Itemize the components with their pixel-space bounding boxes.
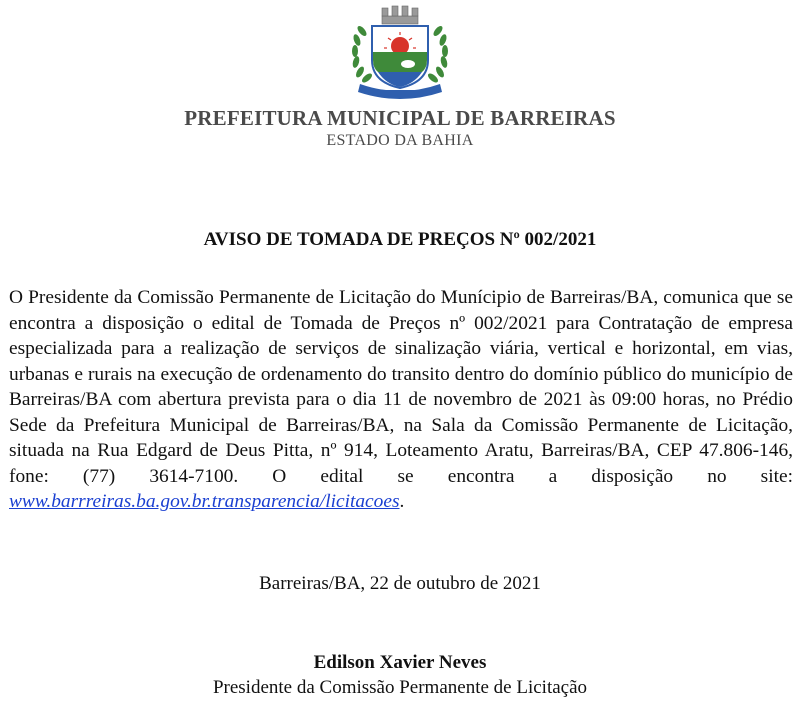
notice-body-end: .	[399, 491, 405, 512]
signer-name: Edilson Xavier Neves	[313, 652, 487, 673]
notice-body	[9, 285, 793, 515]
place-date: Barreiras/BA, 22 de outubro de 2021	[259, 573, 541, 594]
org-state: ESTADO DA BAHIA	[326, 132, 474, 149]
licitacoes-link[interactable]: www.barrreiras.ba.gov.br.transparencia/licitacoes	[9, 491, 400, 512]
signer-role: Presidente da Comissão Permanente de Licitação	[212, 677, 588, 698]
notice-title: AVISO DE TOMADA DE PREÇOS Nº 002/2021	[203, 229, 597, 250]
org-name: PREFEITURA MUNICIPAL DE BARREIRAS	[184, 106, 616, 130]
notice-body-text: O Presidente da Comissão Permanente de Licitação do Munícipio de Barreiras/BA, comunica que se encontra a disposição o edital de Tomada de Preços nº 002/2021 para Contratação de empresa especializada para a realização de serviços de sinalização viária, vertical e horizontal, em vias, urbanas e rurais na execução de ordenamento do transito dentro do domínio público do município de Barreiras/BA com abertura prevista para o dia 11 de novembro de 2021 às 09:00 horas, no Prédio Sede da Prefeitura Municipal de Barreiras/BA, na Sala da Comissão Permanente de Licitação, situada na Rua Edgard de Deus Pitta, nº 914, Loteamento Aratu, Barreiras/BA, CEP 47.806-146, fone: (77) 3614-7100. O edital se encontra a disposição no site:	[9, 287, 793, 487]
coat-of-arms-icon	[338, 2, 462, 104]
